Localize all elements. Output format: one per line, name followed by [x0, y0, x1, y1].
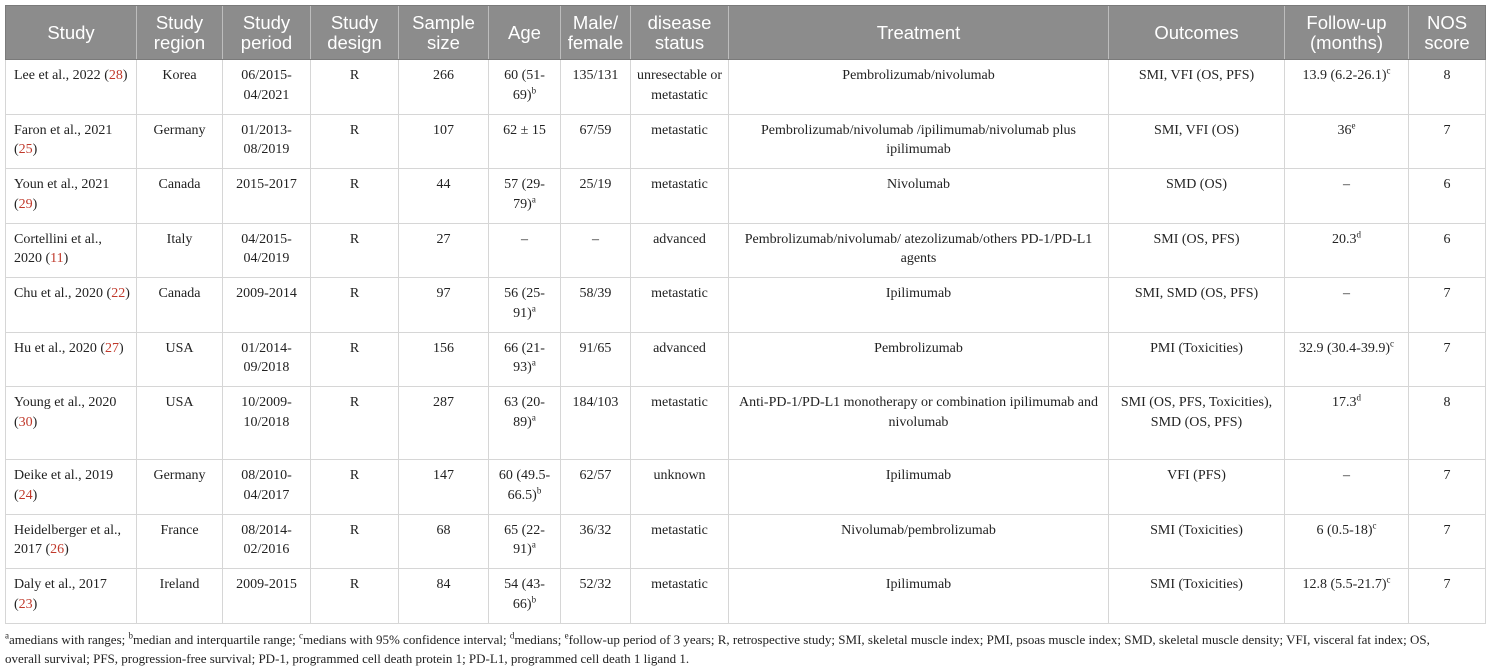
age-value: 56 (25-91)	[504, 286, 545, 321]
age-footnote-mark: a	[531, 539, 536, 550]
cell-study: Faron et al., 2021 (25)	[6, 114, 137, 169]
cell-study: Hu et al., 2020 (27)	[6, 332, 137, 387]
cell-disease-status: metastatic	[631, 514, 729, 569]
cell-follow-up	[1285, 169, 1409, 224]
cell-disease-status: advanced	[631, 332, 729, 387]
reference-link[interactable]: 30	[18, 414, 33, 430]
cell-disease-status: metastatic	[631, 278, 729, 333]
header-male-female: Male/ female	[561, 6, 631, 60]
cell-nos-score: 7	[1409, 460, 1486, 515]
cell-follow-up	[1285, 60, 1409, 115]
study-name: Lee et al., 2022	[14, 68, 101, 83]
reference-link[interactable]: 24	[18, 487, 33, 503]
cell-treatment: Nivolumab/pembrolizumab	[729, 514, 1109, 569]
age-value: 66 (21-93)	[504, 340, 545, 375]
cell-follow-up	[1285, 114, 1409, 169]
cell-nos-score: 8	[1409, 60, 1486, 115]
header-follow-up: Follow-up (months)	[1285, 6, 1409, 60]
follow-up-value: –	[1343, 177, 1350, 192]
follow-up-value: 17.3	[1332, 395, 1357, 410]
cell-disease-status: metastatic	[631, 569, 729, 624]
cell-treatment: Pembrolizumab/nivolumab /ipilimumab/nivolumab plus ipilimumab	[729, 114, 1109, 169]
table-row	[6, 169, 1486, 224]
cell-nos-score: 7	[1409, 569, 1486, 624]
cell-region: USA	[137, 387, 223, 460]
follow-up-footnote-mark: d	[1356, 392, 1361, 403]
cell-disease-status: unknown	[631, 460, 729, 515]
cell-study: Cortellini et al., 2020 (11)	[6, 223, 137, 278]
cell-age	[489, 114, 561, 169]
follow-up-footnote-mark: c	[1386, 574, 1391, 585]
table-row	[6, 569, 1486, 624]
cell-sample-size: 27	[399, 223, 489, 278]
cell-region: Korea	[137, 60, 223, 115]
cell-period: 2009-2014	[223, 278, 311, 333]
cell-follow-up	[1285, 460, 1409, 515]
reference-link[interactable]: 22	[111, 286, 126, 301]
age-value: 63 (20-89)	[504, 395, 545, 430]
cell-age	[489, 569, 561, 624]
follow-up-footnote-mark: c	[1372, 519, 1377, 530]
cell-disease-status: unresectable or metastatic	[631, 60, 729, 115]
table-row	[6, 278, 1486, 333]
follow-up-footnote-mark: d	[1356, 228, 1361, 239]
cell-sample-size: 97	[399, 278, 489, 333]
cell-male-female: 91/65	[561, 332, 631, 387]
cell-design: R	[311, 332, 399, 387]
cell-period: 2009-2015	[223, 569, 311, 624]
follow-up-value: –	[1343, 286, 1350, 301]
cell-disease-status: metastatic	[631, 387, 729, 460]
follow-up-footnote-mark: c	[1386, 65, 1391, 76]
cell-sample-size: 107	[399, 114, 489, 169]
cell-period: 2015-2017	[223, 169, 311, 224]
cell-study: Lee et al., 2022 (28)	[6, 60, 137, 115]
reference-link[interactable]: 11	[50, 251, 64, 266]
cell-outcomes: SMI (Toxicities)	[1109, 514, 1285, 569]
footnote-text: amedians with ranges;	[9, 632, 129, 647]
cell-region: France	[137, 514, 223, 569]
cell-region: Canada	[137, 169, 223, 224]
follow-up-value: 12.8 (5.5-21.7)	[1302, 577, 1387, 592]
table-row	[6, 60, 1486, 115]
cell-outcomes: SMI, VFI (OS, PFS)	[1109, 60, 1285, 115]
cell-period: 01/2013-08/2019	[223, 114, 311, 169]
cell-nos-score: 7	[1409, 514, 1486, 569]
cell-outcomes: PMI (Toxicities)	[1109, 332, 1285, 387]
cell-study: Daly et al., 2017 (23)	[6, 569, 137, 624]
cell-treatment: Ipilimumab	[729, 460, 1109, 515]
cell-age	[489, 332, 561, 387]
cell-period: 06/2015-04/2021	[223, 60, 311, 115]
cell-male-female: 52/32	[561, 569, 631, 624]
footnote-mark: b	[128, 630, 133, 641]
header-sample-size: Sample size	[399, 6, 489, 60]
cell-outcomes: SMI, SMD (OS, PFS)	[1109, 278, 1285, 333]
cell-male-female: 67/59	[561, 114, 631, 169]
cell-treatment: Pembrolizumab/nivolumab	[729, 60, 1109, 115]
footnote-mark: d	[509, 630, 515, 641]
studies-table	[5, 5, 1486, 624]
age-value: 62 ± 15	[503, 122, 546, 138]
age-value: 60 (51-69)	[504, 68, 545, 103]
table-row	[6, 514, 1486, 569]
cell-sample-size: 68	[399, 514, 489, 569]
follow-up-value: 20.3	[1332, 231, 1357, 247]
table-row	[6, 332, 1486, 387]
cell-period: 04/2015-04/2019	[223, 223, 311, 278]
cell-design: R	[311, 223, 399, 278]
footnote-text: follow-up period of 3 years; R, retrospective study; SMI, skeletal muscle index; PMI, psoas muscle index; SMD, skeletal muscle density; VFI, visceral fat index; OS, overall survival; PFS, progression-free survival; PD-1, programmed cell death protein 1; PD-L1, programmed cell death 1 ligand 1.	[5, 632, 1430, 666]
header-study: Study	[6, 6, 137, 60]
cell-nos-score: 7	[1409, 278, 1486, 333]
cell-age	[489, 514, 561, 569]
study-name: Hu et al., 2020	[14, 340, 97, 356]
reference-link[interactable]: 28	[108, 68, 123, 83]
cell-period: 10/2009-10/2018	[223, 387, 311, 460]
table-row	[6, 460, 1486, 515]
cell-region: Ireland	[137, 569, 223, 624]
follow-up-value: 36	[1337, 122, 1352, 138]
cell-treatment: Pembrolizumab/nivolumab/ atezolizumab/others PD-1/PD-L1 agents	[729, 223, 1109, 278]
cell-sample-size: 84	[399, 569, 489, 624]
study-name: Heidelberger et al., 2017	[14, 522, 122, 557]
cell-study: Young et al., 2020 (30)	[6, 387, 137, 460]
age-footnote-mark: b	[531, 593, 537, 604]
cell-male-female: 36/32	[561, 514, 631, 569]
table-header	[6, 6, 1486, 60]
cell-follow-up	[1285, 332, 1409, 387]
cell-outcomes: SMI, VFI (OS)	[1109, 114, 1285, 169]
study-name: Youn et al., 2021	[14, 177, 110, 192]
header-disease-status: disease status	[631, 6, 729, 60]
cell-male-female: 58/39	[561, 278, 631, 333]
header-outcomes: Outcomes	[1109, 6, 1285, 60]
age-value: 54 (43-66)	[504, 577, 545, 612]
header-study-region: Study region	[137, 6, 223, 60]
cell-male-female: –	[561, 223, 631, 278]
cell-male-female: 25/19	[561, 169, 631, 224]
age-footnote-mark: a	[531, 411, 536, 422]
footnote-text: medians with 95% confidence interval;	[303, 632, 510, 647]
cell-disease-status: metastatic	[631, 169, 729, 224]
cell-disease-status: advanced	[631, 223, 729, 278]
cell-follow-up	[1285, 569, 1409, 624]
footnote-mark: e	[564, 630, 569, 641]
cell-follow-up	[1285, 514, 1409, 569]
reference-link[interactable]: 27	[105, 340, 119, 356]
cell-design: R	[311, 569, 399, 624]
follow-up-value: –	[1343, 468, 1350, 483]
cell-period: 01/2014-09/2018	[223, 332, 311, 387]
follow-up-footnote-mark: e	[1351, 119, 1356, 130]
cell-sample-size: 266	[399, 60, 489, 115]
cell-treatment: Nivolumab	[729, 169, 1109, 224]
header-treatment: Treatment	[729, 6, 1109, 60]
study-name: Deike et al., 2019	[14, 468, 114, 483]
footnote-text: median and interquartile range;	[133, 632, 300, 647]
cell-age	[489, 60, 561, 115]
cell-region: USA	[137, 332, 223, 387]
age-value: 65 (22-91)	[504, 522, 545, 557]
cell-study: Youn et al., 2021 (29)	[6, 169, 137, 224]
cell-study: Chu et al., 2020 (22)	[6, 278, 137, 333]
age-footnote-mark: b	[531, 84, 537, 95]
reference-link[interactable]: 23	[18, 596, 33, 612]
table-row	[6, 223, 1486, 278]
cell-study: Heidelberger et al., 2017 (26)	[6, 514, 137, 569]
cell-age	[489, 223, 561, 278]
age-value: 57 (29-79)	[504, 177, 545, 212]
cell-nos-score: 7	[1409, 114, 1486, 169]
cell-treatment: Ipilimumab	[729, 569, 1109, 624]
reference-link[interactable]: 29	[18, 196, 33, 212]
footnote-mark: a	[5, 630, 9, 641]
study-name: Chu et al., 2020	[14, 286, 104, 301]
cell-male-female: 62/57	[561, 460, 631, 515]
cell-sample-size: 44	[399, 169, 489, 224]
table-row	[6, 387, 1486, 460]
age-value: –	[521, 231, 528, 247]
study-name: Young et al., 2020	[14, 395, 117, 410]
cell-age	[489, 278, 561, 333]
cell-study: Deike et al., 2019 (24)	[6, 460, 137, 515]
cell-period: 08/2014-02/2016	[223, 514, 311, 569]
follow-up-value: 6 (0.5-18)	[1316, 522, 1373, 538]
reference-link[interactable]: 25	[18, 142, 33, 157]
cell-design: R	[311, 460, 399, 515]
cell-outcomes: SMI (Toxicities)	[1109, 569, 1285, 624]
study-name: Daly et al., 2017	[14, 577, 107, 592]
study-name: Cortellini et al., 2020	[14, 231, 102, 266]
table-footnote	[5, 630, 1457, 668]
cell-nos-score: 7	[1409, 332, 1486, 387]
header-age: Age	[489, 6, 561, 60]
header-study-design: Study design	[311, 6, 399, 60]
reference-link[interactable]: 26	[50, 542, 65, 557]
cell-treatment: Ipilimumab	[729, 278, 1109, 333]
cell-design: R	[311, 114, 399, 169]
cell-design: R	[311, 514, 399, 569]
cell-nos-score: 6	[1409, 223, 1486, 278]
cell-age	[489, 169, 561, 224]
cell-outcomes: SMI (OS, PFS, Toxicities), SMD (OS, PFS)	[1109, 387, 1285, 460]
age-footnote-mark: b	[536, 484, 542, 495]
cell-period: 08/2010-04/2017	[223, 460, 311, 515]
cell-region: Germany	[137, 460, 223, 515]
cell-treatment: Anti-PD-1/PD-L1 monotherapy or combination ipilimumab and nivolumab	[729, 387, 1109, 460]
cell-design: R	[311, 169, 399, 224]
table-row	[6, 114, 1486, 169]
cell-design: R	[311, 60, 399, 115]
cell-treatment: Pembrolizumab	[729, 332, 1109, 387]
cell-design: R	[311, 278, 399, 333]
cell-outcomes: SMI (OS, PFS)	[1109, 223, 1285, 278]
cell-male-female: 184/103	[561, 387, 631, 460]
age-footnote-mark: a	[531, 193, 536, 204]
cell-age	[489, 460, 561, 515]
study-name: Faron et al., 2021	[14, 122, 113, 138]
cell-outcomes: SMD (OS)	[1109, 169, 1285, 224]
cell-sample-size: 156	[399, 332, 489, 387]
cell-follow-up	[1285, 223, 1409, 278]
header-study-period: Study period	[223, 6, 311, 60]
age-value: 60 (49.5-66.5)	[498, 468, 551, 503]
cell-design: R	[311, 387, 399, 460]
cell-region: Germany	[137, 114, 223, 169]
footnote-text: medians;	[514, 632, 565, 647]
footnote-mark: c	[299, 630, 304, 641]
cell-male-female: 135/131	[561, 60, 631, 115]
header-row	[6, 6, 1486, 60]
cell-nos-score: 8	[1409, 387, 1486, 460]
age-footnote-mark: a	[531, 302, 536, 313]
table-body	[6, 60, 1486, 624]
cell-disease-status: metastatic	[631, 114, 729, 169]
follow-up-value: 13.9 (6.2-26.1)	[1302, 68, 1387, 83]
follow-up-value: 32.9 (30.4-39.9)	[1299, 340, 1390, 356]
cell-sample-size: 287	[399, 387, 489, 460]
cell-age	[489, 387, 561, 460]
cell-sample-size: 147	[399, 460, 489, 515]
cell-nos-score: 6	[1409, 169, 1486, 224]
cell-region: Italy	[137, 223, 223, 278]
age-footnote-mark: a	[531, 357, 536, 368]
header-nos-score: NOS score	[1409, 6, 1486, 60]
cell-follow-up	[1285, 278, 1409, 333]
cell-region: Canada	[137, 278, 223, 333]
cell-outcomes: VFI (PFS)	[1109, 460, 1285, 515]
follow-up-footnote-mark: c	[1390, 337, 1394, 348]
cell-follow-up	[1285, 387, 1409, 460]
